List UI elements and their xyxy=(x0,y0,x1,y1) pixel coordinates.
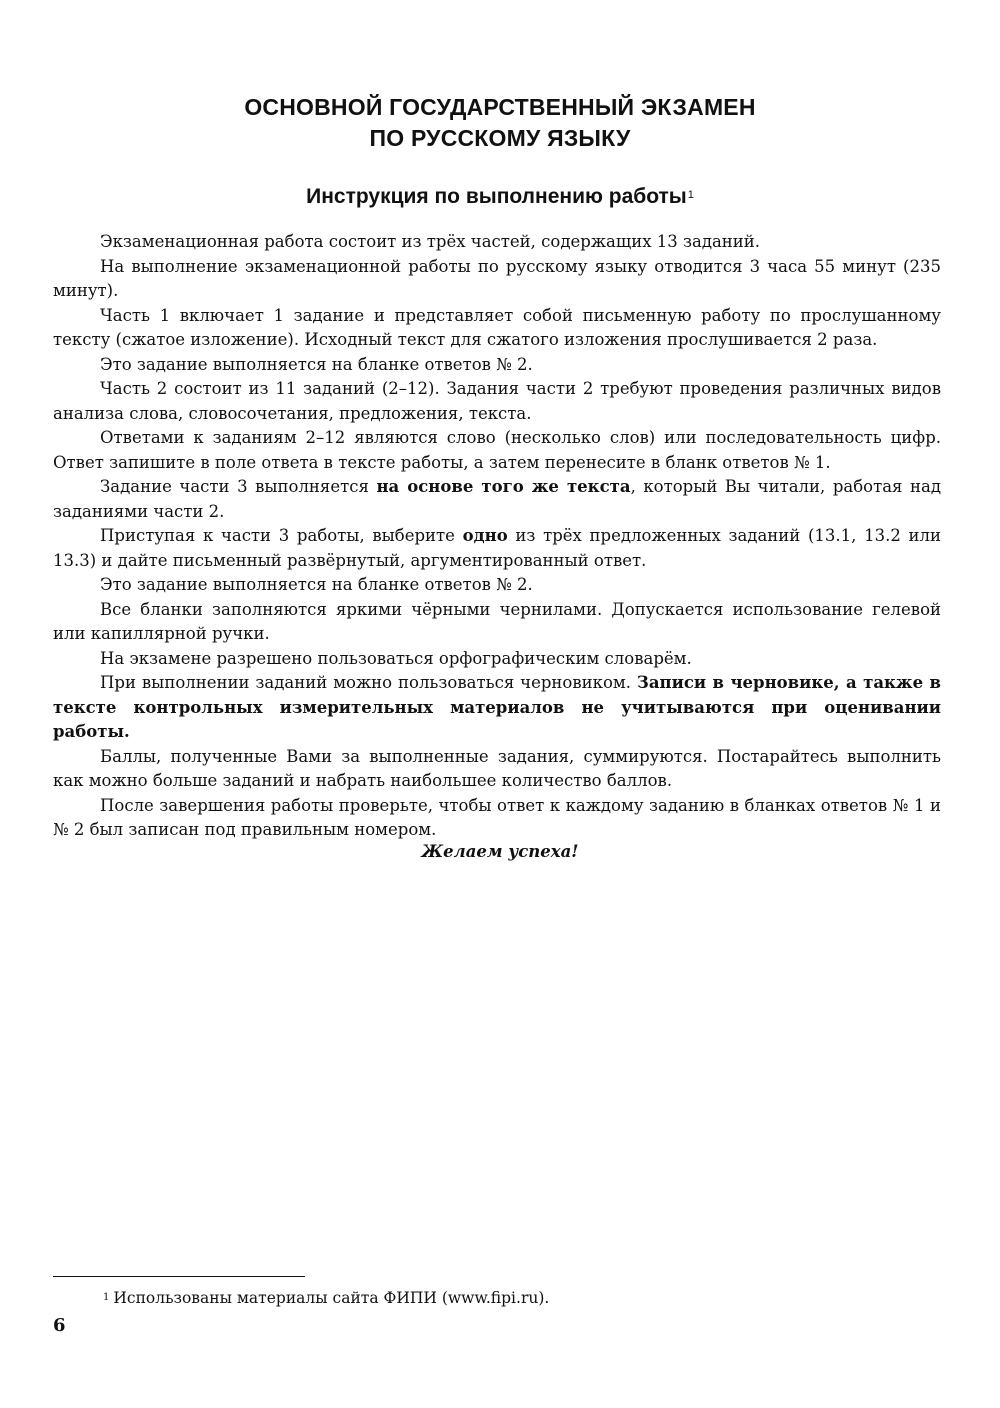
paragraph-text: Ответами к заданиям 2–12 являются слово (несколько слов) или последовательность цифр. Ответ запишите в поле ответа в тексте работы, а затем перенесите в бланк ответов № 1. xyxy=(53,428,941,472)
title-line-2: ПО РУССКОМУ ЯЗЫКУ xyxy=(369,125,631,151)
instruction-paragraph xyxy=(53,475,941,524)
title-line-1: ОСНОВНОЙ ГОСУДАРСТВЕННЫЙ ЭКЗАМЕН xyxy=(244,94,756,120)
closing-wish: Желаем успеха! xyxy=(421,842,579,861)
paragraph-text: На выполнение экзаменационной работы по русскому языку отводится 3 часа 55 минут (235 минут). xyxy=(53,256,941,300)
instruction-paragraph xyxy=(53,671,941,745)
footnote-divider xyxy=(53,1276,305,1277)
section-heading xyxy=(0,183,1000,211)
footnote-text: Использованы материалы сайта ФИПИ (www.fipi.ru). xyxy=(113,1289,550,1307)
instructions-body xyxy=(53,230,941,843)
instruction-paragraph xyxy=(53,426,941,475)
paragraph-text: , который Вы читали, работая над заданиями части 2. xyxy=(53,477,941,521)
paragraph-text: Все бланки заполняются яркими чёрными чернилами. Допускается использование гелевой или капиллярной ручки. xyxy=(53,599,941,643)
paragraph-text: Приступая к части 3 работы, выберите xyxy=(100,526,463,545)
page-title xyxy=(0,92,1000,154)
footnote-number: 1 xyxy=(103,1292,110,1303)
instruction-paragraph xyxy=(53,573,941,598)
emphasized-text: на основе того же текста xyxy=(376,477,631,496)
paragraph-text: из трёх предложенных заданий (13.1, 13.2 или 13.3) и дайте письменный развёрнутый, аргументированный ответ. xyxy=(53,526,941,570)
paragraph-text: Задание части 3 выполняется xyxy=(100,477,377,496)
instruction-paragraph xyxy=(53,598,941,647)
emphasized-text: Записи в черновике, а также в тексте контрольных измерительных материалов не учитываются при оценивании работы. xyxy=(53,673,942,741)
paragraph-text: Экзаменационная работа состоит из трёх частей, содержащих 13 заданий. xyxy=(100,232,761,251)
paragraph-text: Часть 2 состоит из 11 заданий (2–12). Задания части 2 требуют проведения различных видов анализа слова, словосочетания, предложения, текста. xyxy=(53,379,941,423)
paragraph-text: При выполнении заданий можно пользоваться черновиком. xyxy=(100,673,637,692)
paragraph-text: После завершения работы проверьте, чтобы ответ к каждому заданию в бланках ответов № 1 и № 2 был записан под правильным номером. xyxy=(53,795,941,839)
footnote xyxy=(103,1287,549,1309)
instruction-paragraph xyxy=(53,745,941,794)
instruction-paragraph xyxy=(53,230,941,255)
instruction-paragraph xyxy=(53,377,941,426)
paragraph-text: Это задание выполняется на бланке ответов № 2. xyxy=(100,575,533,594)
instruction-paragraph xyxy=(53,647,941,672)
paragraph-text: Часть 1 включает 1 задание и представляет собой письменную работу по прослушанному тексту (сжатое изложение). Исходный текст для сжатого изложения прослушивается 2 раза. xyxy=(53,305,941,349)
instruction-paragraph xyxy=(53,794,941,843)
emphasized-text: одно xyxy=(462,526,508,545)
paragraph-text: Баллы, полученные Вами за выполненные задания, суммируются. Постарайтесь выполнить как можно больше заданий и набрать наибольшее количество баллов. xyxy=(53,746,941,790)
footnote-marker: 1 xyxy=(687,189,694,201)
section-heading-text: Инструкция по выполнению работы xyxy=(306,185,687,208)
instruction-paragraph xyxy=(53,304,941,353)
instruction-paragraph xyxy=(53,353,941,378)
paragraph-text: На экзамене разрешено пользоваться орфографическим словарём. xyxy=(100,648,692,668)
paragraph-text: Это задание выполняется на бланке ответов № 2. xyxy=(100,354,533,374)
instruction-paragraph xyxy=(53,255,941,304)
instruction-paragraph xyxy=(53,524,941,573)
page-number: 6 xyxy=(53,1315,66,1336)
